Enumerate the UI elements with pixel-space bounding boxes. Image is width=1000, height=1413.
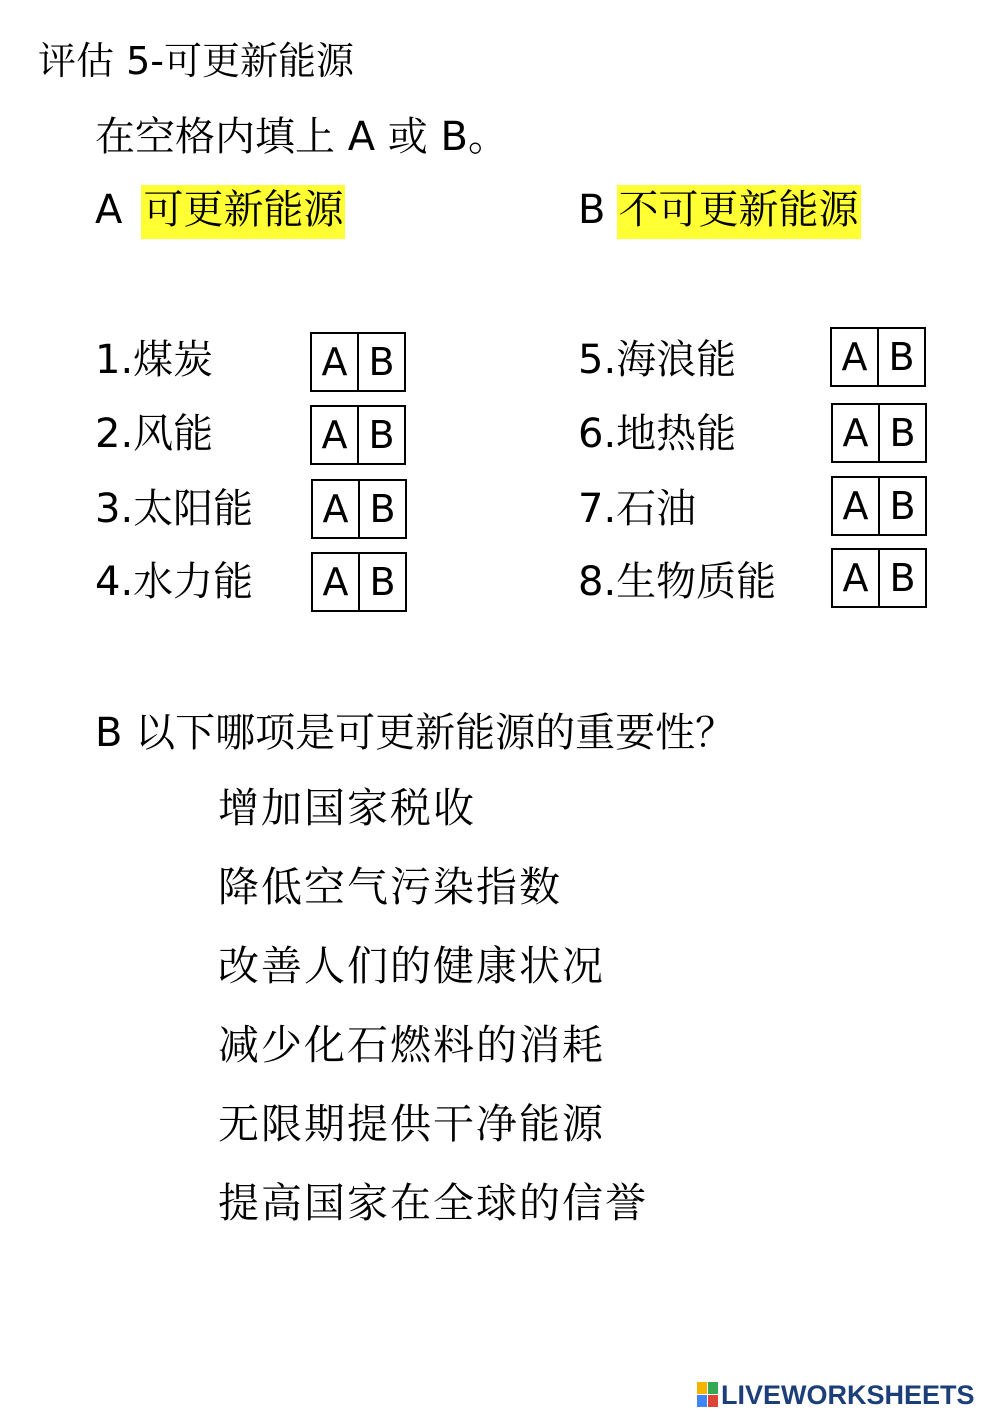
- choice-a[interactable]: A: [833, 550, 880, 606]
- item-label: 1.煤炭: [95, 337, 214, 383]
- logo-blocks-icon: [697, 1382, 719, 1408]
- option-item[interactable]: 无限期提供干净能源: [218, 1100, 605, 1148]
- item-label: 7.石油: [578, 486, 697, 532]
- legend-a: [95, 187, 345, 233]
- choice-b[interactable]: B: [369, 560, 396, 604]
- legend-a-label: 可更新能源: [141, 185, 345, 239]
- choice-a[interactable]: A: [313, 554, 360, 610]
- choice-b[interactable]: B: [889, 484, 916, 528]
- answer-choice-box: [831, 403, 927, 463]
- answer-choice-box: [311, 552, 407, 612]
- item-label: 4.水力能: [95, 559, 254, 605]
- choice-a[interactable]: A: [312, 407, 359, 463]
- choice-b[interactable]: B: [889, 556, 916, 600]
- option-item[interactable]: 改善人们的健康状况: [218, 942, 605, 990]
- choice-b[interactable]: B: [368, 340, 395, 384]
- answer-choice-box: [830, 327, 926, 387]
- item-label: 5.海浪能: [578, 337, 737, 383]
- choice-b[interactable]: B: [368, 413, 395, 457]
- logo-text: LIVEWORKSHEETS: [721, 1379, 975, 1410]
- answer-choice-box: [310, 405, 406, 465]
- choice-b[interactable]: B: [369, 487, 396, 531]
- choice-a[interactable]: A: [832, 329, 879, 385]
- legend-b-letter: B: [578, 187, 606, 233]
- option-item[interactable]: 增加国家税收: [218, 784, 476, 832]
- option-item[interactable]: 提高国家在全球的信誉: [218, 1179, 648, 1227]
- item-label: 2.风能: [95, 411, 214, 457]
- choice-b[interactable]: B: [889, 411, 916, 455]
- item-label: 6.地热能: [578, 411, 737, 457]
- answer-choice-box: [311, 479, 407, 539]
- choice-a[interactable]: A: [833, 405, 880, 461]
- choice-a[interactable]: A: [313, 481, 360, 537]
- choice-b[interactable]: B: [888, 335, 915, 379]
- item-label: 8.生物质能: [578, 559, 777, 605]
- choice-a[interactable]: A: [312, 334, 359, 390]
- answer-choice-box: [310, 332, 406, 392]
- liveworksheets-logo: [697, 1380, 975, 1410]
- question-b: B 以下哪项是可更新能源的重要性？: [95, 710, 736, 756]
- legend-b-label: 不可更新能源: [617, 185, 861, 239]
- option-item[interactable]: 减少化石燃料的消耗: [218, 1021, 605, 1069]
- option-item[interactable]: 降低空气污染指数: [218, 863, 562, 911]
- worksheet-title: 评估 5-可更新能源: [38, 39, 354, 83]
- answer-choice-box: [831, 476, 927, 536]
- item-label: 3.太阳能: [95, 486, 254, 532]
- legend-b: [578, 187, 861, 233]
- choice-a[interactable]: A: [833, 478, 880, 534]
- legend-a-letter: A: [95, 187, 123, 233]
- instruction: 在空格内填上 A 或 B。: [95, 114, 508, 160]
- answer-choice-box: [831, 548, 927, 608]
